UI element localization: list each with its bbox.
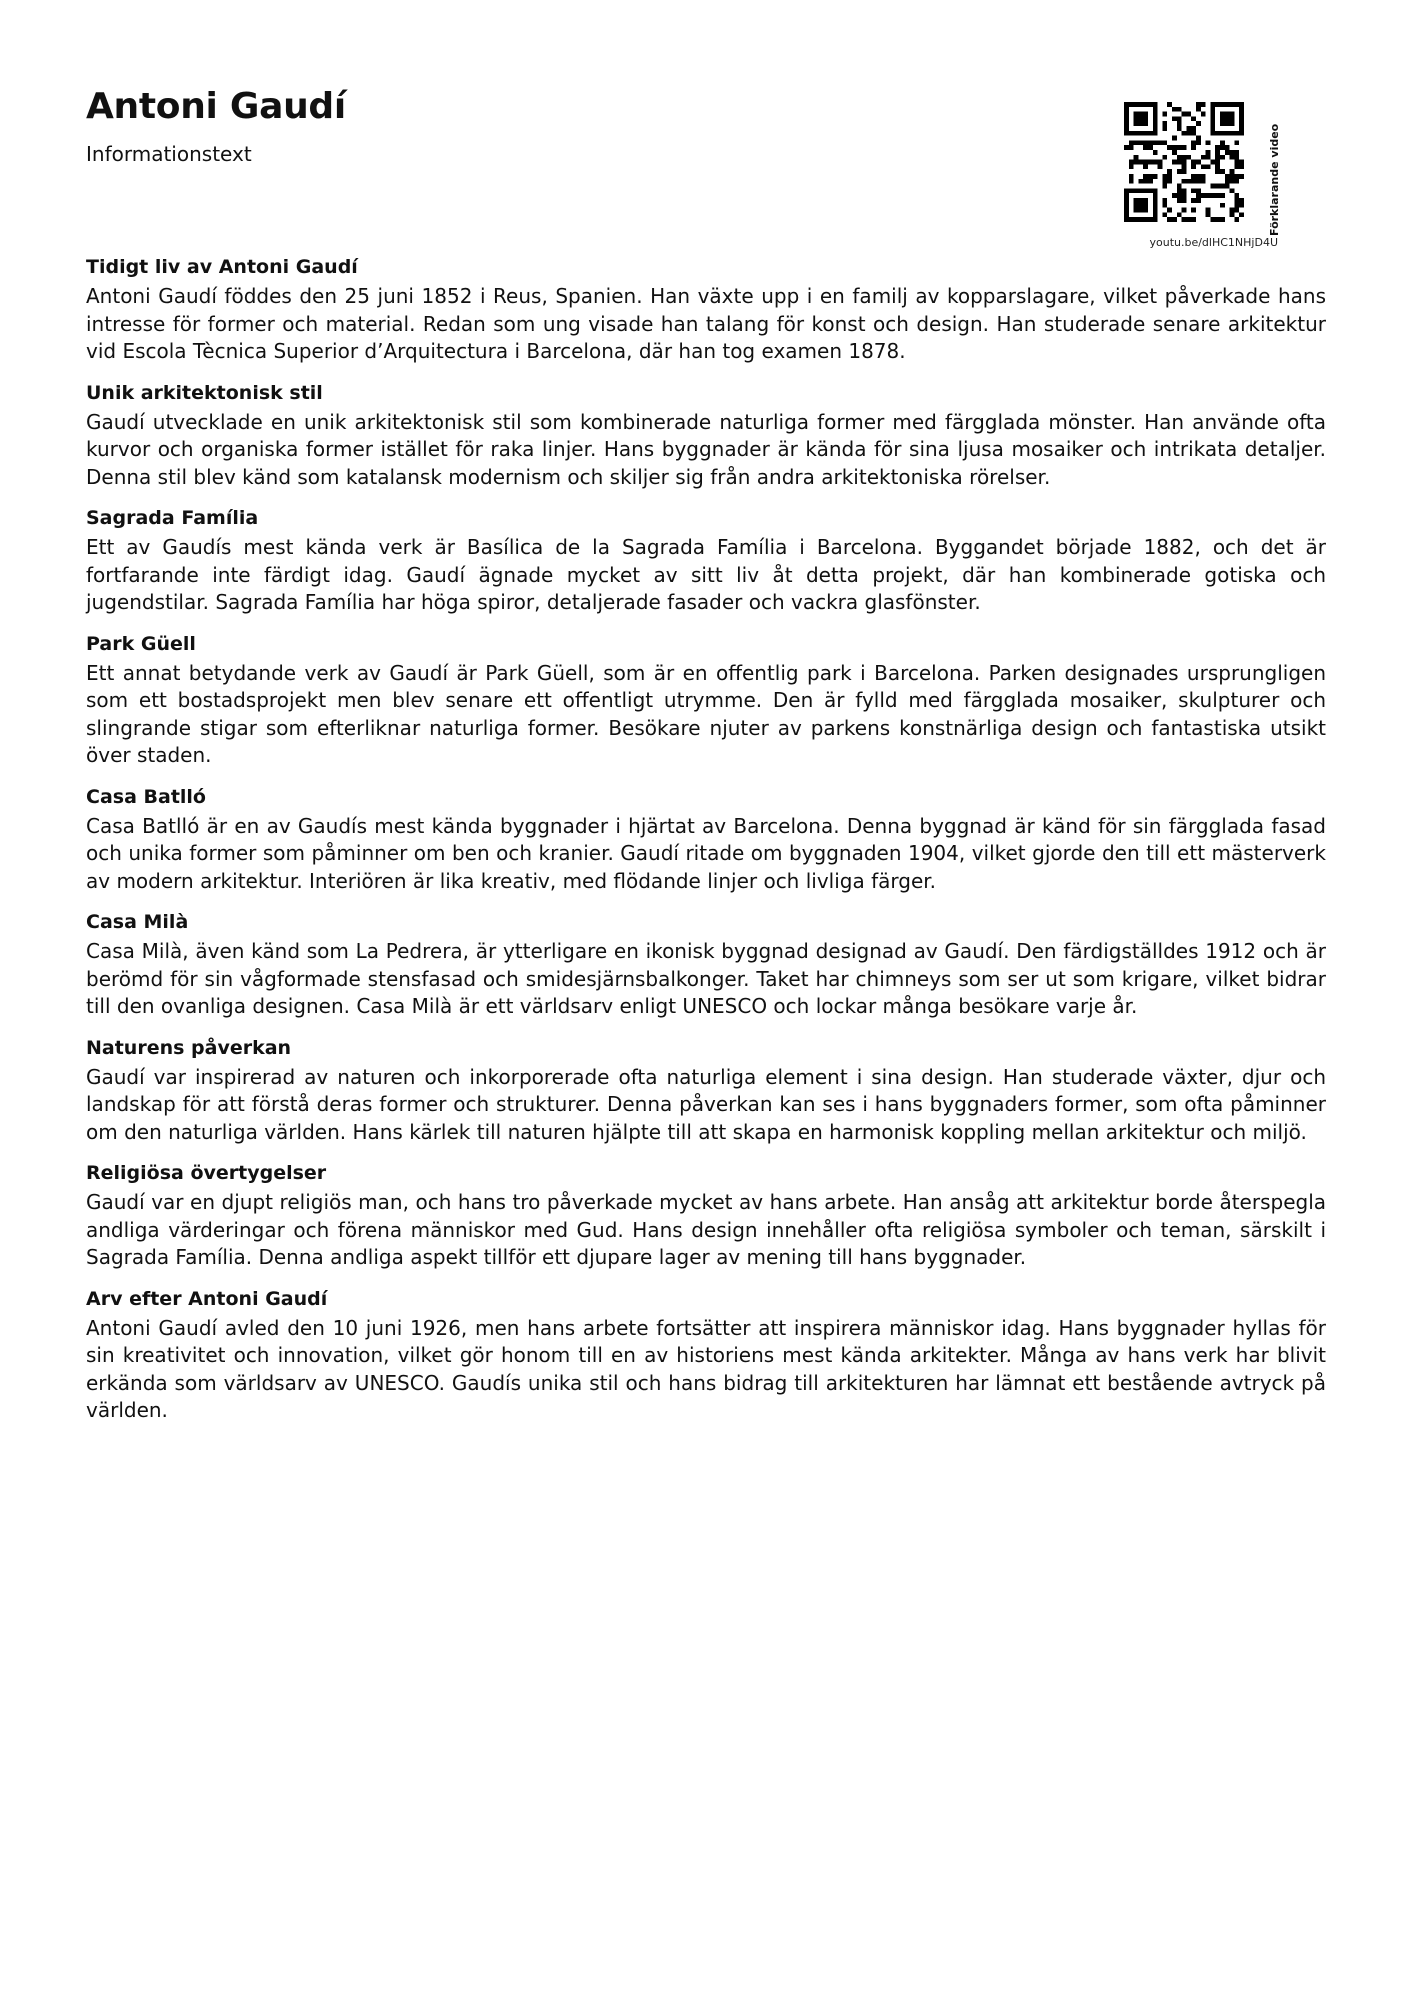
section-body: Gaudí var en djupt religiös man, och hans tro påverkade mycket av hans arbete. Han ansåg att arkitektur borde återspegla andliga värderingar och förena människor med Gud. Hans design innehåller ofta religiösa symboler och teman, särskilt i Sagrada Família. Denna andliga aspekt tillför ett djupare lager av mening till hans byggnader. (86, 1190, 1326, 1269)
section-body: Ett av Gaudís mest kända verk är Basílica de la Sagrada Família i Barcelona. Byggandet började 1882, och det är fortfarande inte färdigt idag. Gaudí ägnade mycket av sitt liv åt detta projekt, där han kombinerade gotiska och jugendstilar. Sagrada Família har höga spiror, detaljerade fasader och vackra glasfönster. (86, 535, 1326, 614)
section-early-life (86, 254, 1326, 366)
section-heading: Tidigt liv av Antoni Gaudí (86, 256, 358, 278)
section-heading: Casa Milà (86, 911, 189, 933)
section-religious-beliefs (86, 1160, 1326, 1272)
section-heading: Naturens påverkan (86, 1036, 292, 1059)
page-subtitle: Informationstext (86, 142, 252, 166)
section-park-guell (86, 631, 1326, 770)
section-body: Ett annat betydande verk av Gaudí är Park Güell, som är en offentlig park i Barcelona. Parken designades ursprungligen som ett bostadsprojekt men blev senare ett offentligt utrymme. Den är fylld med färgglada mosaiker, skulpturer och slingrande stigar som efterliknar naturliga former. Besökare njuter av parkens konstnärliga design och fantastiska utsikt över staden. (86, 660, 1326, 767)
qr-code-block[interactable] (1118, 96, 1288, 256)
section-body: Casa Batlló är en av Gaudís mest kända byggnader i hjärtat av Barcelona. Denna byggnad är känd för sin färgglada fasad och unika former som påminner om ben och kranier. Gaudí ritade om byggnaden 1904, vilket gjorde den till ett mästerverk av modern arkitektur. Interiören är lika kreativ, med flödande linjer och livliga färger. (86, 813, 1326, 893)
section-body: Antoni Gaudí avled den 10 juni 1926, men hans arbete fortsätter att inspirera människor idag. Hans byggnader hyllas för sin kreativitet och innovation, vilket gör honom till en av historiens mest kända arkitekter. Många av hans verk har blivit erkända som världsarv av UNESCO. Gaudís unika stil och hans bidrag till arkitekturen har lämnat ett bestående avtryck på världen. (86, 1315, 1326, 1422)
section-body: Gaudí var inspirerad av naturen och inkorporerade ofta naturliga element i sina design. Han studerade växter, djur och landskap för att förstå deras former och strukturer. Denna påverkan kan ses i hans byggnaders former, som ofta påminner om den naturliga världen. Hans kärlek till naturen hjälpte till att skapa en harmonisk koppling mellan arkitektur och miljö. (86, 1064, 1326, 1144)
section-casa-batllo (86, 784, 1326, 896)
section-body: Antoni Gaudí föddes den 25 juni 1852 i Reus, Spanien. Han växte upp i en familj av kopparslagare, vilket påverkade hans intresse för former och material. Redan som ung visade han talang för konst och design. Han studerade senare arkitektur vid Escola Tècnica Superior d’Arquitectura i Barcelona, där han tog examen 1878. (86, 284, 1326, 363)
qr-code-icon[interactable] (1124, 102, 1244, 222)
section-body: Casa Milà, även känd som La Pedrera, är ytterligare en ikonisk byggnad designad av Gaudí. Den färdigställdes 1912 och är berömd för sin vågformade stensfasad och smidesjärnsbalkonger. Taket har chimneys som ser ut som krigare, vilket bidrar till den ovanliga designen. Casa Milà är ett världsarv enligt UNESCO och lockar många besökare varje år. (86, 939, 1326, 1018)
section-heading: Religiösa övertygelser (86, 1162, 327, 1184)
section-sagrada-familia (86, 505, 1326, 617)
page-title: Antoni Gaudí (86, 86, 346, 127)
qr-url-text[interactable]: youtu.be/dlHC1NHjD4U (1149, 236, 1278, 249)
section-heading: Park Güell (86, 632, 196, 655)
section-heading: Arv efter Antoni Gaudí (86, 1287, 328, 1310)
section-heading: Sagrada Família (86, 507, 259, 529)
qr-side-label: Förklarande video (1268, 123, 1281, 236)
section-nature-influence (86, 1035, 1326, 1147)
section-legacy (86, 1286, 1326, 1425)
section-casa-mila (86, 909, 1326, 1021)
section-body: Gaudí utvecklade en unik arkitektonisk stil som kombinerade naturliga former med färgglada mönster. Han använde ofta kurvor och organiska former istället för raka linjer. Hans byggnader är kända för sina ljusa mosaiker och intrikata detaljer. Denna stil blev känd som katalansk modernism och skiljer sig från andra arkitektoniska rörelser. (86, 409, 1326, 489)
section-unique-style (86, 380, 1326, 492)
section-heading: Unik arkitektonisk stil (86, 381, 323, 404)
section-heading: Casa Batlló (86, 785, 206, 808)
main-content (86, 254, 1326, 1439)
